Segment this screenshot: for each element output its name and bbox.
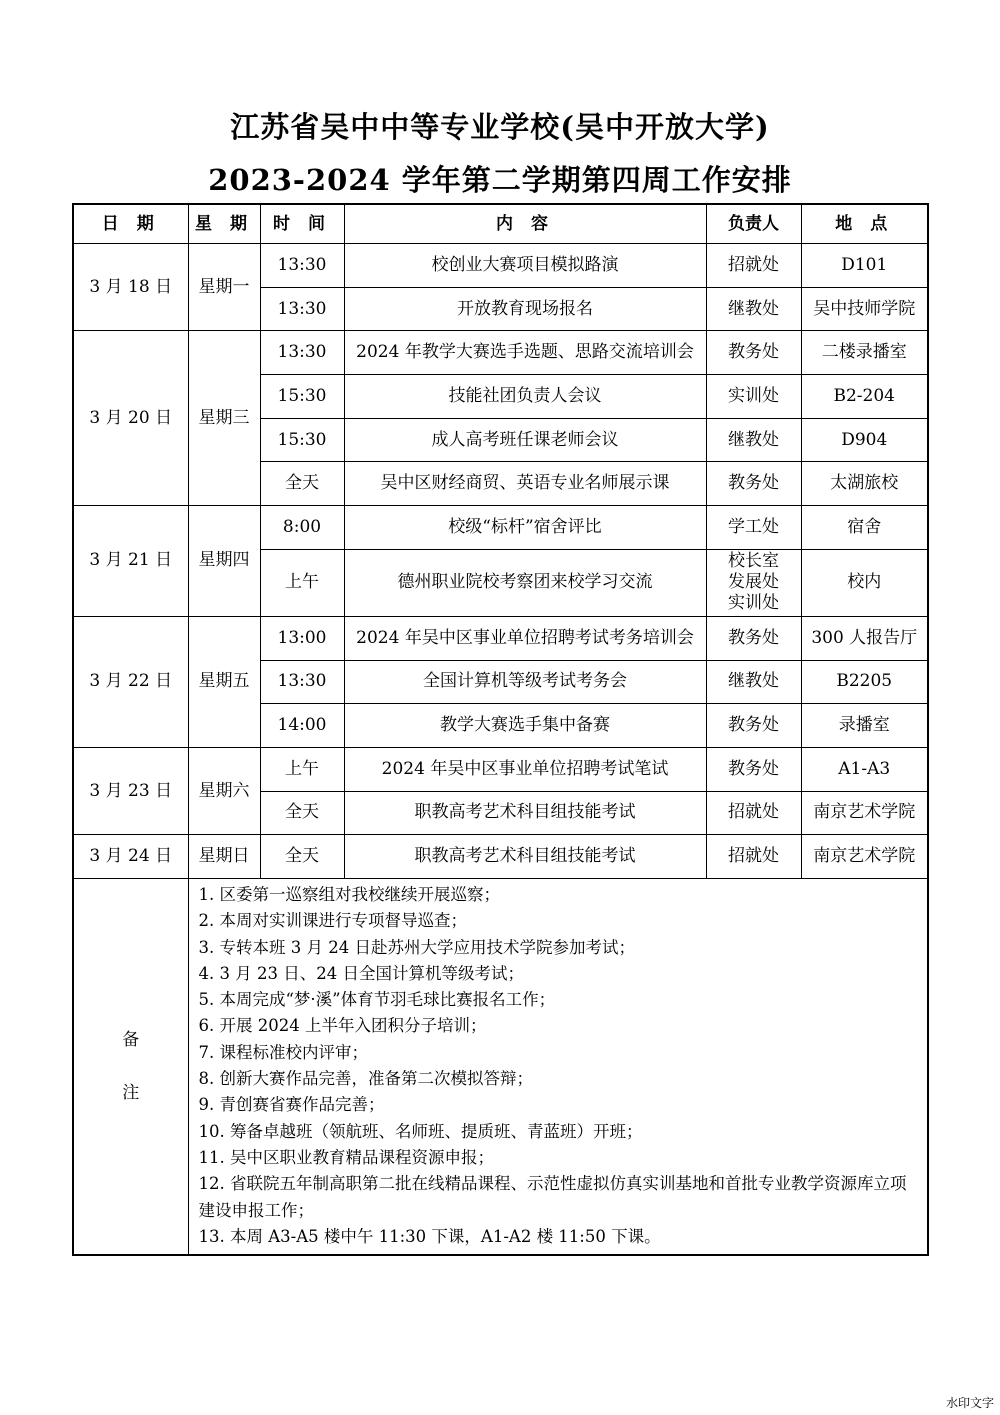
notes-label-char: 注	[122, 1082, 140, 1103]
owner-cell: 招就处	[706, 791, 801, 835]
owner-cell: 继教处	[706, 660, 801, 704]
date-cell: 3 月 23 日	[73, 747, 188, 834]
note-item: 2. 本周对实训课进行专项督导巡查；	[198, 911, 467, 931]
owner-cell: 继教处	[706, 287, 801, 331]
content-cell: 2024 年吴中区事业单位招聘考试笔试	[344, 747, 706, 791]
location-cell: 二楼录播室	[801, 331, 928, 375]
date-cell: 3 月 22 日	[73, 616, 188, 747]
owner-cell: 招就处	[706, 244, 801, 288]
owner-cell: 教务处	[706, 616, 801, 660]
header-location: 地 点	[801, 204, 928, 244]
watermark-text: 水印文字	[945, 1396, 994, 1410]
content-cell: 德州职业院校考察团来校学习交流	[344, 549, 706, 616]
note-item: 9. 青创赛省赛作品完善；	[198, 1095, 385, 1115]
time-cell: 全天	[260, 462, 344, 506]
weekday-cell: 星期日	[188, 835, 260, 879]
content-cell: 成人高考班任课老师会议	[344, 418, 706, 462]
weekday-cell: 星期一	[188, 244, 260, 331]
weekday-cell: 星期四	[188, 506, 260, 617]
table-row	[73, 616, 928, 660]
content-cell: 全国计算机等级考试考务会	[344, 660, 706, 704]
time-cell: 上午	[260, 549, 344, 616]
header-weekday: 星 期	[188, 204, 260, 244]
note-item: 13. 本周 A3-A5 楼中午 11:30 下课，A1-A2 楼 11:50 下课。	[198, 1226, 661, 1246]
date-cell: 3 月 18 日	[73, 244, 188, 331]
weekday-cell: 星期六	[188, 747, 260, 834]
table-row	[73, 506, 928, 550]
owner-line: 校长室	[728, 551, 779, 572]
owner-cell: 教务处	[706, 331, 801, 375]
time-cell: 14:00	[260, 704, 344, 748]
content-cell: 吴中区财经商贸、英语专业名师展示课	[344, 462, 706, 506]
header-content: 内 容	[344, 204, 706, 244]
weekday-cell: 星期五	[188, 616, 260, 747]
note-item: 11. 吴中区职业教育精品课程资源申报；	[198, 1147, 494, 1167]
location-cell: 校内	[801, 549, 928, 616]
header-owner: 负责人	[706, 204, 801, 244]
date-cell: 3 月 20 日	[73, 331, 188, 506]
time-cell: 13:00	[260, 616, 344, 660]
time-cell: 全天	[260, 835, 344, 879]
page-subtitle: 2023-2024 学年第二学期第四周工作安排	[208, 163, 792, 197]
content-cell: 校创业大赛项目模拟路演	[344, 244, 706, 288]
content-cell: 2024 年教学大赛选手选题、思路交流培训会	[344, 331, 706, 375]
note-item: 7. 课程标准校内评审；	[198, 1042, 368, 1062]
content-cell: 技能社团负责人会议	[344, 375, 706, 419]
time-cell: 13:30	[260, 660, 344, 704]
time-cell: 8:00	[260, 506, 344, 550]
content-cell: 职教高考艺术科目组技能考试	[344, 791, 706, 835]
note-item: 8. 创新大赛作品完善，准备第二次模拟答辩；	[198, 1069, 533, 1089]
note-item: 10. 筹备卓越班（领航班、名师班、提质班、青蓝班）开班；	[198, 1121, 643, 1141]
note-item: 6. 开展 2024 上半年入团积分子培训；	[198, 1016, 487, 1036]
note-item: 12. 省联院五年制高职第二批在线精品课程、示范性虚拟仿真实训基地和首批专业教学资源库立项建设申报工作；	[198, 1174, 907, 1220]
location-cell: D101	[801, 244, 928, 288]
note-item: 5. 本周完成“梦·溪”体育节羽毛球比赛报名工作；	[198, 990, 556, 1010]
notes-row	[73, 878, 928, 1255]
note-item: 4. 3 月 23 日、24 日全国计算机等级考试；	[198, 963, 524, 983]
location-cell: B2205	[801, 660, 928, 704]
location-cell: A1-A3	[801, 747, 928, 791]
time-cell: 15:30	[260, 375, 344, 419]
owner-cell: 教务处	[706, 704, 801, 748]
time-cell: 13:30	[260, 287, 344, 331]
table-row	[73, 331, 928, 375]
notes-list	[188, 878, 928, 1255]
date-cell: 3 月 24 日	[73, 835, 188, 879]
owner-line: 发展处	[728, 572, 779, 593]
owner-cell	[706, 549, 801, 616]
note-item: 1. 区委第一巡察组对我校继续开展巡察；	[198, 884, 500, 904]
schedule-table	[72, 203, 929, 1256]
location-cell: D904	[801, 418, 928, 462]
owner-cell: 招就处	[706, 835, 801, 879]
location-cell: 宿舍	[801, 506, 928, 550]
time-cell: 全天	[260, 791, 344, 835]
notes-label-cell	[73, 878, 188, 1255]
header-time: 时 间	[260, 204, 344, 244]
note-item: 3. 专转本班 3 月 24 日赴苏州大学应用技术学院参加考试；	[198, 937, 635, 957]
location-cell: 吴中技师学院	[801, 287, 928, 331]
location-cell: 太湖旅校	[801, 462, 928, 506]
time-cell: 13:30	[260, 331, 344, 375]
location-cell: 南京艺术学院	[801, 791, 928, 835]
location-cell: B2-204	[801, 375, 928, 419]
owner-cell: 实训处	[706, 375, 801, 419]
table-row	[73, 747, 928, 791]
header-row	[73, 204, 928, 244]
time-cell: 上午	[260, 747, 344, 791]
time-cell: 15:30	[260, 418, 344, 462]
content-cell: 2024 年吴中区事业单位招聘考试考务培训会	[344, 616, 706, 660]
owner-cell: 继教处	[706, 418, 801, 462]
content-cell: 校级“标杆”宿舍评比	[344, 506, 706, 550]
owner-line: 实训处	[728, 593, 779, 614]
table-row	[73, 835, 928, 879]
location-cell: 300 人报告厅	[801, 616, 928, 660]
location-cell: 录播室	[801, 704, 928, 748]
owner-cell: 学工处	[706, 506, 801, 550]
content-cell: 教学大赛选手集中备赛	[344, 704, 706, 748]
content-cell: 开放教育现场报名	[344, 287, 706, 331]
owner-cell: 教务处	[706, 747, 801, 791]
content-cell: 职教高考艺术科目组技能考试	[344, 835, 706, 879]
header-date: 日 期	[73, 204, 188, 244]
time-cell: 13:30	[260, 244, 344, 288]
location-cell: 南京艺术学院	[801, 835, 928, 879]
table-row	[73, 244, 928, 288]
page-title: 江苏省吴中中等专业学校(吴中开放大学)	[230, 110, 770, 144]
weekday-cell: 星期三	[188, 331, 260, 506]
owner-cell: 教务处	[706, 462, 801, 506]
notes-label-char: 备	[122, 1029, 140, 1050]
date-cell: 3 月 21 日	[73, 506, 188, 617]
